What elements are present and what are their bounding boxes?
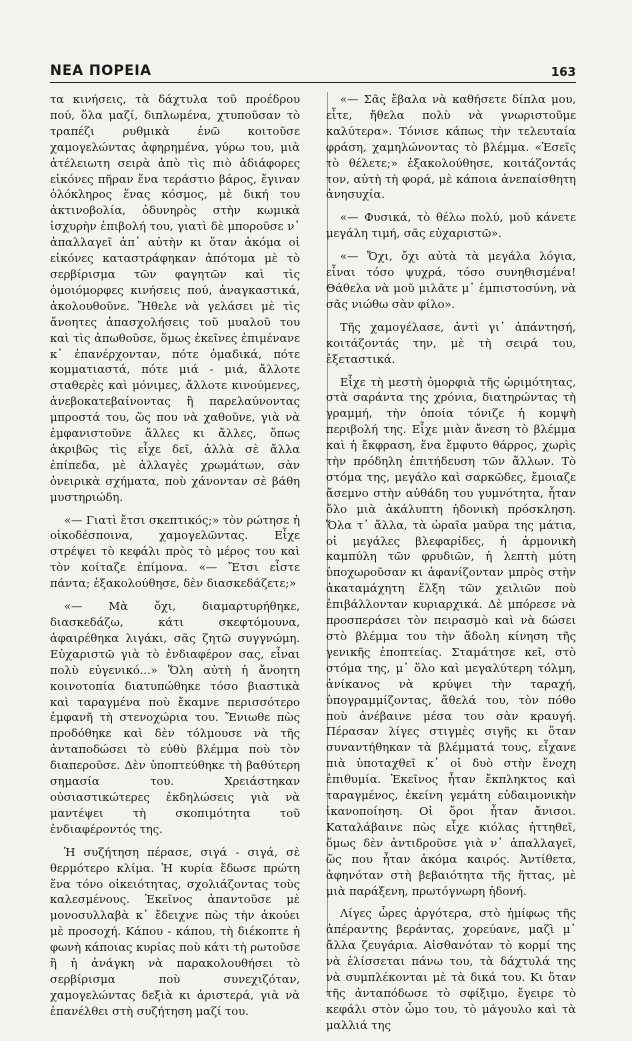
paragraph: «— Μὰ ὄχι, διαμαρτυρήθηκε, διασκεδάζω, κάτι σκεφτόμουνα, ἀφαιρέθηκα λιγάκι, σᾶς ζητῶ συγγνώμη. Εὐχαριστῶ γιὰ τὸ ἐνδιαφέρον σας, εἶναι πολὺ εὐγενικό...» Ὅλη αὐτὴ ἡ ἄνοητη κοινοτοπία διατυπώθηκε τόσο βιαστικὰ καὶ ταραγμένα ποὺ ἔκαμνε περισσότερο ἐμφανῆ τὴ στενοχώρια του. Ἔνιωθε πὼς προδόθηκε καὶ δὲν τόλμουσε νὰ τῆς ἀνταποδώσει τὸ εὐθὺ βλέμμα ποὺ τὸν διαπεροῦσε. Δὲν ὑποπτεύθηκε τὴ βαθύτερη σημασία του. Χρειάστηκαν οὐσιαστικώτερες ἐκδηλώσεις γιὰ νὰ μαντέψει τὴ σκοπιμότητα τοῦ ἐνδιαφέροντός της.: [50, 599, 300, 836]
paragraph: Λίγες ὧρες ἀργότερα, στὸ ἡμίφως τῆς ἀπέραντης βεράντας, χορεύανε, μαζὶ μ᾿ ἄλλα ζευγάρια. Αἰσθανόταν τὸ κορμί της νὰ ἑλίσσεται πάνω του, τὰ δάχτυλά της νὰ συμπλέκονται μὲ τὰ δικά του. Κι ὅταν τῆς ἀνταπόδωσε τὸ σφίξιμο, ἔγειρε τὸ κεφάλι στὸν ὦμο του, τὸ μάγουλο καὶ τὰ μαλλιά της: [326, 906, 576, 1032]
paragraph: Τῆς χαμογέλασε, ἀντὶ γι᾿ ἀπάντησή, κοιτάζοντάς την, μὲ τὴ σειρά του, ἐξεταστικά.: [326, 319, 576, 366]
right-column: [326, 92, 576, 1041]
left-column: [50, 92, 300, 1041]
page-header: [50, 58, 576, 83]
page-number: 163: [550, 65, 576, 79]
paragraph: «— Φυσικά, τὸ θέλω πολύ, μοῦ κάνετε μεγάλη τιμή, σᾶς εὐχαριστῶ».: [326, 210, 576, 241]
paragraph: «— Σᾶς ἔβαλα νὰ καθήσετε δίπλα μου, εἶτε, ἤθελα πολὺ νὰ γνωριστοῦμε καλύτερα». Τόνισε κάπως τὴν τελευταία φράση, χαμηλώνοντας τὸ βλέμμα. «Ἐσεῖς τὸ θέλετε;» ἐξακολούθησε, κοιτάζοντάς τον, αὐτὴ τὴ φορά, μὲ κάποια ἀνεπαίσθητη ἀνησυχία.: [326, 92, 576, 202]
paragraph: Εἶχε τὴ μεστὴ ὀμορφιὰ τῆς ὡριμότητας, στὰ σαράντα της χρόνια, διατηρώντας τὴ γραμμή, τὴν ὁποία τόνιζε ἡ κομψὴ περιβολή της. Εἶχε μιὰν ἄνεση τὸ βλέμμα καὶ ἡ ἔκφραση, ἕνα ἔμφυτο θάρρος, χωρὶς τὴν πρόδηλη ἐπιτήδευση τῶν ἄλλων. Τὸ στόμα της, μεγάλο καὶ σαρκῶδες, ἔμοιαζε ἄσεμνο στὴν αὐθάδη του γυμνότητα, ἦταν ὅλο μιὰ ἀκάλυπτη ἡδονικὴ πρόσκληση. Ὅλα τ᾿ ἄλλα, τὰ ὡραῖα μαῦρα της μάτια, οἱ μεγάλες βλεφαρίδες, ἡ ἁρμονικὴ καμπύλη τῶν φρυδιῶν, ἡ λεπτὴ μύτη ὑποχωροῦσαν κι ἀφανίζονταν μπρὸς στὴν ἀκαταμάχητη ἕλξη τῶν χειλιῶν ποὺ ἐπιβάλλονταν κυριαρχικά. Δὲ μπόρεσε νὰ προσπεράσει τὸν πειρασμὸ καὶ νὰ δώσει στὸ βλέμμα του τὴν ἄδολη κίνηση τῆς γενικῆς ἐποπτείας. Σταμάτησε κεῖ, στὸ στόμα της, μ᾿ ὅλο καὶ μεγαλύτερη τόλμη, ἀνίκανος νὰ κρύψει τὴν ταραχή, ὑπογραμμίζοντας, ἄθελά του, τὸν πόθο ποὺ ἀνέβαινε μέσα του σὰν κραυγή. Πέρασαν λίγες στιγμὲς σιγῆς κι ὅταν συναντήθηκαν τὰ βλέμματά τους, εἶχανε πιὰ ὑποταχθεῖ κ᾿ οἱ δυὸ στὴν ἔνοχη ἐπιθυμία. Ἐκεῖνος ἦταν ἔκπληκτος καὶ ταραγμένος, ἐκείνη γεμάτη εὐδαιμονικὴν ἱκανοποίηση. Οἱ ὅροι ἦταν ἄνισοι. Καταλάβαινε πὼς εἶχε κιόλας ἡττηθεῖ, ὅμως δὲν ἀντιδροῦσε γιὰ ν᾿ ἀπαλλαγεῖ, ὥς που ἦταν ἀκόμα καιρός. Ἀντίθετα, ἀφηνόταν στὴ βεβαιότητα τῆς ἥττας, μὲ μιὰ παράξενη, πρωτόγνωρη ἡδονή.: [326, 374, 576, 898]
running-title: ΝΕΑ ΠΟΡΕΙΑ: [50, 63, 152, 79]
paragraph: «— Γιατὶ ἔτσι σκεπτικός;» τὸν ρώτησε ἡ οἰκοδέσποινα, χαμογελῶντας. Εἶχε στρέψει τὸ κεφάλι πρὸς τὸ μέρος του καὶ τὸν κοίταζε ἐπίμονα. «— Ἔτσι εἶστε πάντα; ἐξακολούθησε, δὲν διασκεδάζετε;»: [50, 512, 300, 591]
paragraph: Ἡ συζήτηση πέρασε, σιγά - σιγά, σὲ θερμότερο κλίμα. Ἡ κυρία ἔδωσε πρώτη ἕνα τόνο οἰκειότητας, σχολιάζοντας τοὺς καλεσμένους. Ἐκεῖνος ἀπαντοῦσε μὲ μονοσυλλαβὰ κ᾿ ἔδειχνε πὼς τὴν ἀκούει μὲ προσοχή. Κάπου - κάπου, τὴ διέκοπτε ἡ φωνὴ κάποιας κυρίας ποὺ κάτι τὴ ρωτοῦσε ἢ ἡ ἀνάγκη νὰ παρακολουθήσει τὸ σερβίρισμα ποὺ συνεχιζόταν, χαμογελώντας δεξιὰ κι ἀριστερά, γιὰ νὰ ἐπανέλθει στὴ συζήτηση μαζί του.: [50, 844, 300, 1018]
text-columns: [50, 92, 576, 1032]
paragraph: τα κινήσεις, τὰ δάχτυλα τοῦ προέδρου πού, ὅλα μαζί, διπλωμένα, χτυποῦσαν τὸ τραπέζι ρυθμικὰ ἐνῶ κοιτοῦσε χαμογελώντας ἀφηρημένα, γύρω του, μιὰ ἀτέλειωτη σειρὰ ἀπὸ τὶς πιὸ ἀδιάφορες εἰκόνες πῆραν ἕνα τεράστιο βάρος, ἔγιναν ὁλόκληρος ἕνας κόσμος, μὲ δική του ἀκτινοβολία, ὀδυνηρὸς στὴν κωμικὰ ἰσχυρὴν ἐπιβολή του, γιατὶ δὲ μποροῦσε ν᾿ ἀπαλλαγεῖ ἀπ᾿ αὐτὴν κι ὅταν ἀκόμα οἱ εἰκόνες καταστράφηκαν ἀπότομα μὲ τὸ σερβίρισμα τῶν φαγητῶν καὶ τὶς ὁμοιόμορφες κινήσεις πού, ἀναγκαστικά, ἀκολουθοῦνε. Ἤθελε νὰ γελάσει μὲ τὶς ἄνοητες ἀπασχολήσεις τοῦ μυαλοῦ του καὶ τὶς ἀπωθοῦσε, ὅμως ἐκεῖνες ἐπιμένανε κ᾿ ἐπανέρχονταν, πότε ὁμαδικά, πότε κομματιαστά, πότε μιά - μιά, ἄλλοτε σταθερὲς καὶ μόνιμες, ἄλλοτε κινούμενες, ἀνεβοκατεβαίνοντας ἢ παρελαύνοντας μπροστά του, ὥς που νὰ χαθοῦνε, γιὰ νὰ ἐμφανιστοῦνε ἄλλες κι ἄλλες, ὅπως ἀκριβῶς τὶς εἶχε δεῖ, ἀλλὰ σὲ ἄλλα ἐπίπεδα, μὲ ἀλλαγὲς χρωμάτων, σὰν ὀνειρικὰ σχήματα, ποὺ χάνονταν σὲ βάθη μυστηριώδη.: [50, 92, 300, 504]
paragraph: «— Ὄχι, ὄχι αὐτὰ τὰ μεγάλα λόγια, εἶναι τόσο ψυχρά, τόσο συνηθισμένα! Θάθελα νὰ μοῦ μιλᾶτε μ᾿ ἐμπιστοσύνη, νὰ σᾶς νιώθω σὰν φίλο».: [326, 249, 576, 311]
